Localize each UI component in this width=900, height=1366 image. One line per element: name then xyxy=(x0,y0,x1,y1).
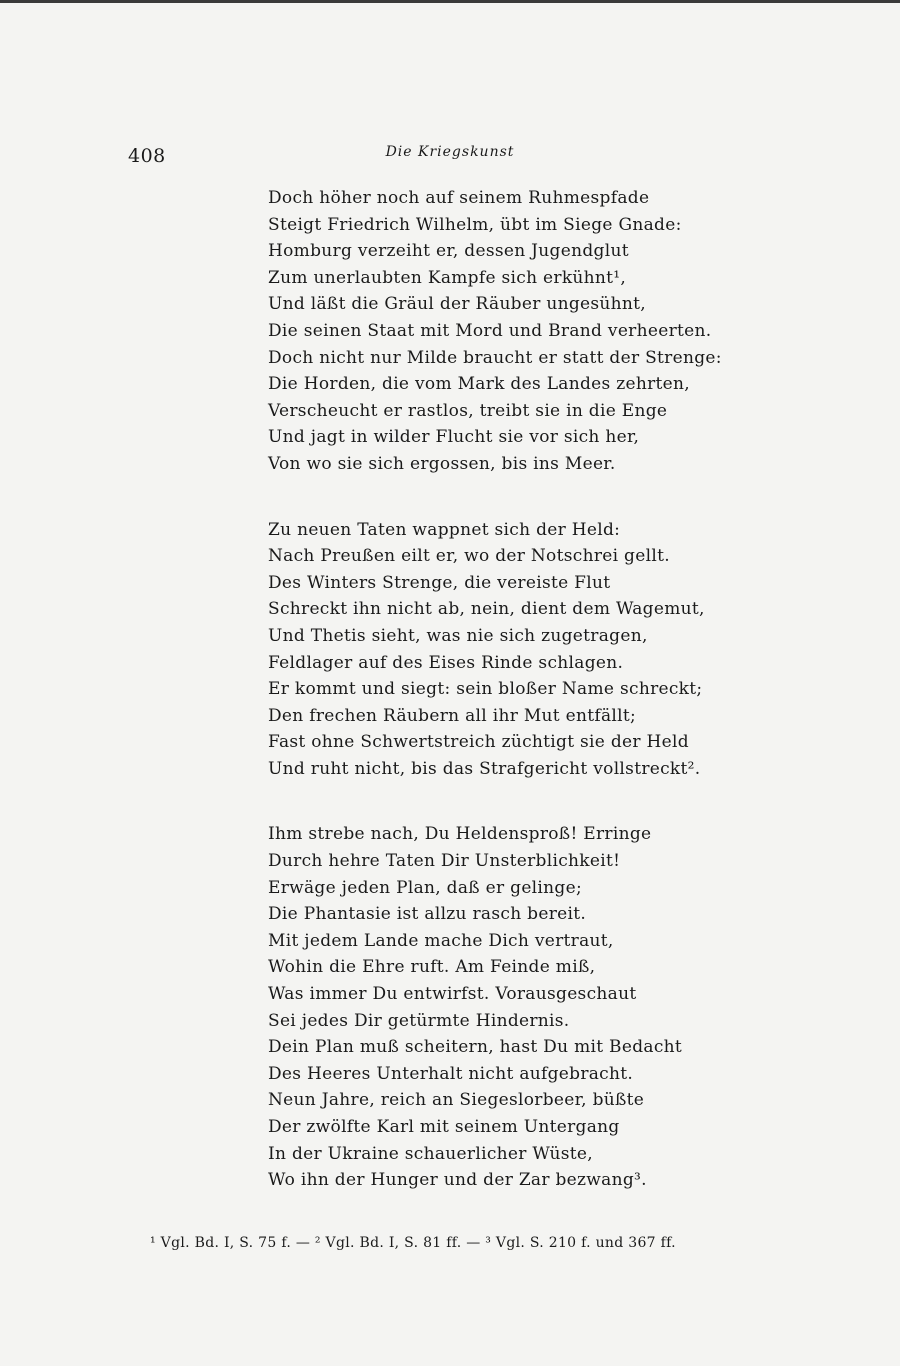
poem-line: Sei jedes Dir getürmte Hindernis. xyxy=(268,1010,570,1031)
poem-line: Wohin die Ehre ruft. Am Feinde miß, xyxy=(268,957,596,978)
poem-line: Zu neuen Taten wappnet sich der Held: xyxy=(268,519,621,540)
poem-line: Was immer Du entwirfst. Vorausgeschaut xyxy=(268,984,637,1005)
poem-line: Der zwölfte Karl mit seinem Untergang xyxy=(268,1117,620,1137)
poem-line: Durch hehre Taten Dir Unsterblichkeit! xyxy=(268,851,621,872)
poem-line: Fast ohne Schwertstreich züchtigt sie der Held xyxy=(268,732,689,753)
poem-line: Erwäge jeden Plan, daß er gelinge; xyxy=(268,877,582,898)
poem-line: Er kommt und siegt: sein bloßer Name schreckt; xyxy=(268,679,703,700)
poem-line: In der Ukraine schauerlicher Wüste, xyxy=(268,1143,593,1164)
poem-line: Steigt Friedrich Wilhelm, übt im Siege Gnade: xyxy=(268,214,682,235)
running-title: Die Kriegskunst xyxy=(385,144,515,160)
poem-line: Neun Jahre, reich an Siegeslorbeer, büßte xyxy=(268,1090,645,1111)
poem-line: Doch höher noch auf seinem Ruhmespfade xyxy=(268,188,650,208)
poem-line: Homburg verzeiht er, dessen Jugendglut xyxy=(268,241,629,262)
poem-line: Des Heeres Unterhalt nicht aufgebracht. xyxy=(268,1063,634,1084)
poem-line: Wo ihn der Hunger und der Zar bezwang³. xyxy=(268,1170,647,1191)
poem-line: Von wo sie sich ergossen, bis ins Meer. xyxy=(268,453,616,474)
poem-line: Und läßt die Gräul der Räuber ungesühnt, xyxy=(268,294,647,315)
page-top-rule xyxy=(0,0,900,3)
poem-line: Die Horden, die vom Mark des Landes zehrten, xyxy=(268,374,690,395)
poem-line: Mit jedem Lande mache Dich vertraut, xyxy=(268,930,614,951)
footnotes: ¹ Vgl. Bd. I, S. 75 f. — ² Vgl. Bd. I, S. 81 ff. — ³ Vgl. S. 210 f. und 367 ff. xyxy=(150,1235,676,1251)
page-number: 408 xyxy=(128,145,166,167)
poem-line: Den frechen Räubern all ihr Mut entfällt; xyxy=(268,705,637,726)
poem-line: Verscheucht er rastlos, treibt sie in die Enge xyxy=(268,400,668,421)
poem-line: Ihm strebe nach, Du Heldensproß! Erringe xyxy=(268,824,652,845)
poem-line: Zum unerlaubten Kampfe sich erkühnt¹, xyxy=(268,267,627,288)
poem-line: Die seinen Staat mit Mord und Brand verheerten. xyxy=(268,320,712,341)
poem xyxy=(268,185,828,1233)
poem-line: Feldlager auf des Eises Rinde schlagen. xyxy=(268,652,624,673)
poem-line: Und Thetis sieht, was nie sich zugetragen, xyxy=(268,625,648,646)
poem-line: Die Phantasie ist allzu rasch bereit. xyxy=(268,904,587,925)
poem-line: Des Winters Strenge, die vereiste Flut xyxy=(268,572,611,593)
stanza-2 xyxy=(268,517,828,783)
poem-line: Und ruht nicht, bis das Strafgericht vollstreckt². xyxy=(268,758,701,779)
poem-line: Schreckt ihn nicht ab, nein, dient dem Wagemut, xyxy=(268,599,705,620)
poem-line: Doch nicht nur Milde braucht er statt der Strenge: xyxy=(268,347,722,368)
stanza-1 xyxy=(268,185,828,478)
stanza-3 xyxy=(268,821,828,1193)
poem-line: Dein Plan muß scheitern, hast Du mit Bedacht xyxy=(268,1037,683,1058)
poem-line: Nach Preußen eilt er, wo der Notschrei gellt. xyxy=(268,546,670,567)
poem-line: Und jagt in wilder Flucht sie vor sich her, xyxy=(268,427,640,448)
